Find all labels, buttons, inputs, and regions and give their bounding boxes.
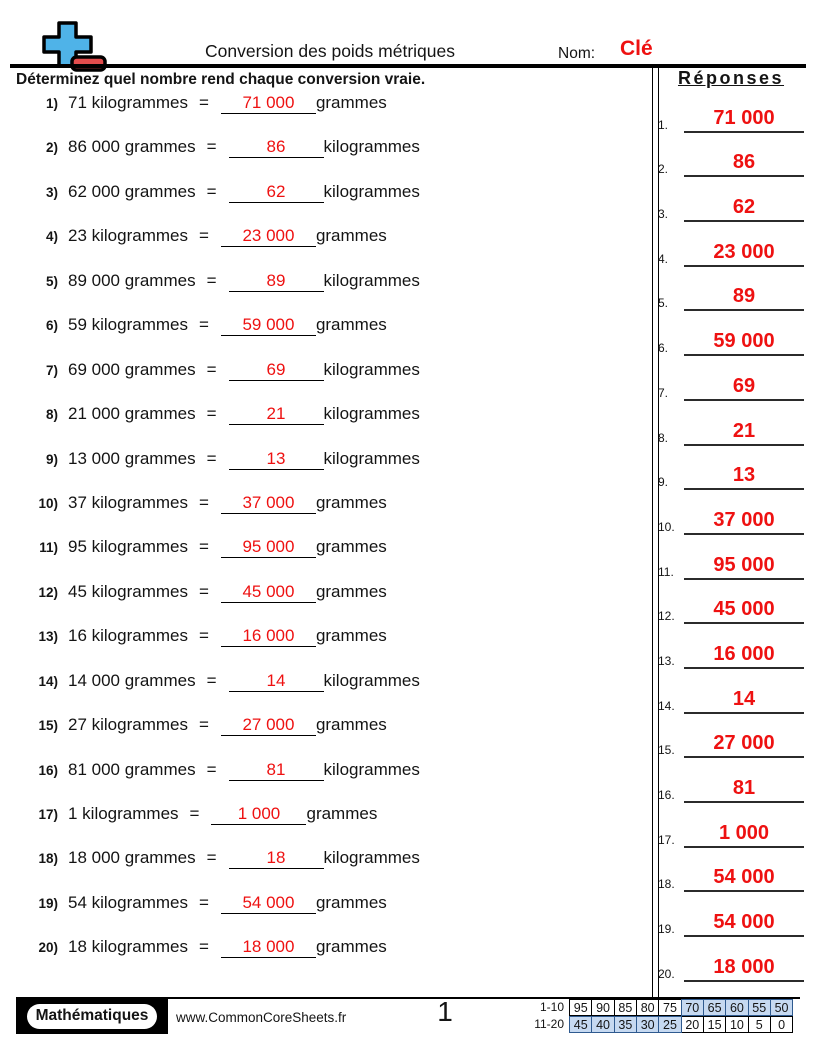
problem-answer-blank: 54 000 bbox=[221, 893, 316, 914]
problems-list bbox=[30, 93, 645, 982]
answer-value: 54 000 bbox=[684, 911, 804, 937]
equals-sign: = bbox=[206, 848, 217, 868]
score-cell: 25 bbox=[658, 1016, 682, 1033]
problem-answer-blank: 69 bbox=[229, 360, 324, 381]
score-cell: 90 bbox=[591, 999, 615, 1016]
score-cell: 5 bbox=[748, 1016, 772, 1033]
score-cell: 0 bbox=[770, 1016, 794, 1033]
name-label: Nom: bbox=[558, 45, 596, 62]
equals-sign: = bbox=[199, 492, 209, 512]
answer-row bbox=[658, 944, 804, 989]
problem-number: 12) bbox=[38, 584, 58, 600]
problem-answer-blank: 18 000 bbox=[221, 937, 316, 958]
score-row-2 bbox=[528, 1016, 793, 1033]
problem-number: 3) bbox=[45, 184, 58, 200]
problem-answer-blank: 45 000 bbox=[221, 582, 316, 603]
problem-row bbox=[30, 671, 645, 715]
problem-number: 16) bbox=[38, 762, 58, 778]
header-divider bbox=[10, 64, 806, 68]
problem-quantity: 45 kilogrammes bbox=[68, 581, 188, 601]
problem-row bbox=[30, 404, 645, 448]
problem-quantity: 13 000 grammes bbox=[68, 448, 196, 468]
equals-sign: = bbox=[199, 715, 209, 735]
problem-row bbox=[30, 315, 645, 359]
score-cell: 95 bbox=[569, 999, 593, 1016]
answer-row bbox=[658, 676, 804, 721]
problem-unit: kilogrammes bbox=[323, 359, 420, 379]
problem-unit: kilogrammes bbox=[323, 270, 420, 290]
problem-answer-blank: 86 bbox=[229, 137, 324, 158]
brand-name: Mathématiques bbox=[27, 1004, 158, 1029]
problem-quantity: 71 kilogrammes bbox=[68, 93, 188, 112]
answer-value: 62 bbox=[684, 196, 804, 222]
problem-quantity: 18 000 grammes bbox=[68, 848, 196, 868]
problem-unit: grammes bbox=[315, 892, 387, 912]
answer-value: 21 bbox=[684, 420, 804, 446]
problem-answer-blank: 23 000 bbox=[221, 226, 316, 247]
answer-row bbox=[658, 95, 804, 140]
score-row-1-label: 1-10 bbox=[539, 1000, 564, 1014]
answer-value: 18 000 bbox=[684, 956, 804, 982]
equals-sign: = bbox=[199, 315, 209, 335]
answer-value: 59 000 bbox=[684, 330, 804, 356]
problem-answer-blank: 95 000 bbox=[221, 537, 316, 558]
answer-number: 19. bbox=[658, 922, 675, 937]
answer-value: 14 bbox=[684, 688, 804, 714]
score-cell: 80 bbox=[636, 999, 660, 1016]
answer-row bbox=[658, 855, 804, 900]
equals-sign: = bbox=[206, 181, 217, 201]
equals-sign: = bbox=[206, 404, 217, 424]
equals-sign: = bbox=[206, 359, 217, 379]
answer-row bbox=[658, 497, 804, 542]
score-cell: 45 bbox=[569, 1016, 593, 1033]
equals-sign: = bbox=[189, 804, 200, 823]
problem-answer-blank: 21 bbox=[229, 404, 324, 425]
score-row-1-cells bbox=[569, 999, 793, 1016]
score-cell: 65 bbox=[703, 999, 727, 1016]
problem-unit: kilogrammes bbox=[323, 181, 420, 201]
problem-row bbox=[30, 360, 645, 404]
answer-row bbox=[658, 542, 804, 587]
answer-value: 1 000 bbox=[684, 822, 804, 848]
equals-sign: = bbox=[206, 137, 217, 157]
answer-row bbox=[658, 229, 804, 274]
problem-answer-blank: 1 000 bbox=[211, 804, 306, 825]
problem-unit: grammes bbox=[315, 226, 387, 246]
equals-sign: = bbox=[199, 626, 209, 646]
problem-row bbox=[30, 804, 645, 848]
problem-number: 5) bbox=[45, 273, 58, 289]
answer-value: 23 000 bbox=[684, 241, 804, 267]
score-row-2-cells bbox=[569, 1016, 793, 1033]
answer-value: 16 000 bbox=[684, 643, 804, 669]
problem-number: 2) bbox=[45, 140, 58, 156]
problem-quantity: 16 kilogrammes bbox=[68, 626, 188, 646]
problem-row bbox=[30, 449, 645, 493]
answer-number: 1. bbox=[658, 117, 669, 132]
problem-number: 19) bbox=[38, 895, 58, 911]
answer-value: 69 bbox=[684, 375, 804, 401]
problem-row bbox=[30, 715, 645, 759]
equals-sign: = bbox=[199, 226, 209, 246]
answer-number: 12. bbox=[658, 609, 675, 624]
answer-row bbox=[658, 318, 804, 363]
answer-value: 71 000 bbox=[684, 107, 804, 133]
equals-sign: = bbox=[206, 448, 217, 468]
problem-number: 4) bbox=[45, 229, 58, 245]
problem-answer-blank: 16 000 bbox=[221, 626, 316, 647]
problem-unit: kilogrammes bbox=[323, 848, 420, 868]
answer-value: 89 bbox=[684, 285, 804, 311]
problem-number: 18) bbox=[38, 851, 58, 867]
problem-quantity: 37 kilogrammes bbox=[68, 492, 188, 512]
problem-row bbox=[30, 848, 645, 892]
answer-number: 18. bbox=[658, 877, 675, 892]
score-cell: 70 bbox=[681, 999, 705, 1016]
score-cell: 60 bbox=[725, 999, 749, 1016]
answer-row bbox=[658, 721, 804, 766]
problem-row bbox=[30, 760, 645, 804]
brand-logo bbox=[16, 998, 168, 1034]
answer-number: 11. bbox=[658, 564, 674, 579]
answer-row bbox=[658, 140, 804, 185]
problem-number: 20) bbox=[38, 940, 58, 956]
problem-unit: grammes bbox=[315, 715, 387, 735]
problem-answer-blank: 37 000 bbox=[221, 493, 316, 514]
score-cell: 55 bbox=[748, 999, 772, 1016]
problem-quantity: 69 000 grammes bbox=[68, 359, 196, 379]
problem-quantity: 59 kilogrammes bbox=[68, 315, 188, 335]
problem-unit: grammes bbox=[315, 93, 387, 112]
problem-quantity: 89 000 grammes bbox=[68, 270, 196, 290]
score-cell: 50 bbox=[770, 999, 794, 1016]
problem-row bbox=[30, 937, 645, 981]
problem-quantity: 81 000 grammes bbox=[68, 759, 196, 779]
problem-answer-blank: 14 bbox=[229, 671, 324, 692]
equals-sign: = bbox=[199, 937, 209, 957]
answer-row bbox=[658, 274, 804, 319]
problem-unit: kilogrammes bbox=[323, 448, 420, 468]
answer-value: 13 bbox=[684, 464, 804, 490]
problem-unit: grammes bbox=[315, 626, 387, 646]
answer-number: 8. bbox=[658, 430, 669, 445]
problem-unit: kilogrammes bbox=[323, 759, 420, 779]
answer-number: 3. bbox=[658, 207, 669, 222]
problem-row bbox=[30, 137, 645, 181]
answer-number: 5. bbox=[658, 296, 669, 311]
equals-sign: = bbox=[206, 270, 217, 290]
answer-value: 37 000 bbox=[684, 509, 804, 535]
problem-number: 14) bbox=[38, 673, 58, 689]
problem-answer-blank: 59 000 bbox=[221, 315, 316, 336]
problem-row bbox=[30, 537, 645, 581]
answer-value: 27 000 bbox=[684, 732, 804, 758]
answer-number: 13. bbox=[658, 653, 675, 668]
answer-value: 54 000 bbox=[684, 866, 804, 892]
problem-row bbox=[30, 182, 645, 226]
score-cell: 35 bbox=[614, 1016, 638, 1033]
answer-number: 9. bbox=[658, 475, 669, 490]
answers-column bbox=[658, 68, 804, 989]
problem-unit: grammes bbox=[315, 581, 387, 601]
score-cell: 10 bbox=[725, 1016, 749, 1033]
page-title: Conversion des poids métriques bbox=[205, 41, 455, 61]
answer-row bbox=[658, 899, 804, 944]
problem-row bbox=[30, 893, 645, 937]
answer-number: 16. bbox=[658, 788, 675, 802]
problem-unit: grammes bbox=[315, 537, 387, 557]
answer-number: 15. bbox=[658, 743, 675, 758]
answer-number: 2. bbox=[658, 162, 669, 177]
equals-sign: = bbox=[199, 581, 209, 601]
problem-quantity: 54 kilogrammes bbox=[68, 892, 188, 912]
answer-row bbox=[658, 765, 804, 810]
score-cell: 40 bbox=[591, 1016, 615, 1033]
problem-unit: kilogrammes bbox=[323, 137, 420, 157]
problem-number: 17) bbox=[38, 807, 58, 822]
answer-row bbox=[658, 408, 804, 453]
score-row-2-label: 11-20 bbox=[534, 1017, 564, 1031]
answer-number: 4. bbox=[658, 251, 669, 266]
problem-row bbox=[30, 493, 645, 537]
problem-quantity: 95 kilogrammes bbox=[68, 537, 188, 557]
name-value: Clé bbox=[620, 37, 653, 60]
equals-sign: = bbox=[199, 537, 209, 557]
problem-quantity: 14 000 grammes bbox=[68, 670, 196, 690]
problem-row bbox=[30, 93, 645, 137]
answer-number: 7. bbox=[658, 385, 669, 400]
answer-row bbox=[658, 810, 804, 855]
answer-row bbox=[658, 363, 804, 408]
answers-title: Réponses bbox=[677, 68, 785, 88]
answer-row bbox=[658, 587, 804, 632]
page-number: 1 bbox=[437, 996, 453, 1027]
problem-number: 15) bbox=[38, 718, 58, 734]
problem-unit: kilogrammes bbox=[323, 670, 420, 690]
answer-value: 45 000 bbox=[684, 598, 804, 624]
problem-row bbox=[30, 626, 645, 670]
problem-number: 8) bbox=[45, 407, 58, 423]
answer-row bbox=[658, 631, 804, 676]
answer-row bbox=[658, 453, 804, 498]
website-url: www.CommonCoreSheets.fr bbox=[176, 1010, 347, 1025]
equals-sign: = bbox=[199, 93, 209, 112]
problem-answer-blank: 81 bbox=[229, 760, 324, 781]
problem-answer-blank: 89 bbox=[229, 271, 324, 292]
problem-row bbox=[30, 271, 645, 315]
answer-value: 81 bbox=[684, 777, 804, 803]
problem-row bbox=[30, 226, 645, 270]
problem-quantity: 21 000 grammes bbox=[68, 404, 196, 424]
problem-quantity: 27 kilogrammes bbox=[68, 715, 188, 735]
problem-number: 10) bbox=[38, 495, 58, 511]
equals-sign: = bbox=[206, 670, 217, 690]
problem-answer-blank: 13 bbox=[229, 449, 324, 470]
answer-number: 17. bbox=[658, 832, 675, 847]
problem-answer-blank: 18 bbox=[229, 848, 324, 869]
problem-answer-blank: 71 000 bbox=[221, 93, 316, 114]
problem-number: 11) bbox=[39, 540, 58, 556]
problem-unit: grammes bbox=[315, 492, 387, 512]
problem-quantity: 62 000 grammes bbox=[68, 181, 196, 201]
problem-quantity: 1 kilogrammes bbox=[68, 804, 179, 823]
score-cell: 75 bbox=[658, 999, 682, 1016]
problem-number: 1) bbox=[45, 96, 58, 111]
answer-number: 10. bbox=[658, 519, 675, 534]
answer-value: 86 bbox=[684, 151, 804, 177]
answer-number: 6. bbox=[658, 341, 669, 356]
score-cell: 30 bbox=[636, 1016, 660, 1033]
problem-unit: kilogrammes bbox=[323, 404, 420, 424]
score-table bbox=[528, 999, 793, 1033]
problem-unit: grammes bbox=[306, 804, 378, 823]
problem-number: 13) bbox=[38, 629, 58, 645]
instruction-text: Déterminez quel nombre rend chaque conversion vraie. bbox=[16, 71, 426, 88]
answer-row bbox=[658, 184, 804, 229]
problem-quantity: 86 000 grammes bbox=[68, 137, 196, 157]
score-cell: 85 bbox=[614, 999, 638, 1016]
problem-quantity: 23 kilogrammes bbox=[68, 226, 188, 246]
answer-number: 14. bbox=[658, 698, 675, 713]
problem-number: 6) bbox=[45, 318, 58, 334]
problem-answer-blank: 62 bbox=[229, 182, 324, 203]
score-cell: 15 bbox=[703, 1016, 727, 1033]
problem-number: 7) bbox=[45, 362, 58, 378]
problem-unit: grammes bbox=[315, 315, 387, 335]
problem-answer-blank: 27 000 bbox=[221, 715, 316, 736]
answer-number: 20. bbox=[658, 966, 675, 981]
answer-value: 95 000 bbox=[684, 554, 804, 580]
equals-sign: = bbox=[206, 759, 217, 779]
problem-number: 9) bbox=[45, 451, 58, 467]
problem-row bbox=[30, 582, 645, 626]
equals-sign: = bbox=[199, 892, 209, 912]
score-row-1 bbox=[528, 999, 793, 1016]
problem-quantity: 18 kilogrammes bbox=[68, 937, 188, 957]
problem-unit: grammes bbox=[315, 937, 387, 957]
score-cell: 20 bbox=[681, 1016, 705, 1033]
answers-list bbox=[658, 95, 804, 989]
